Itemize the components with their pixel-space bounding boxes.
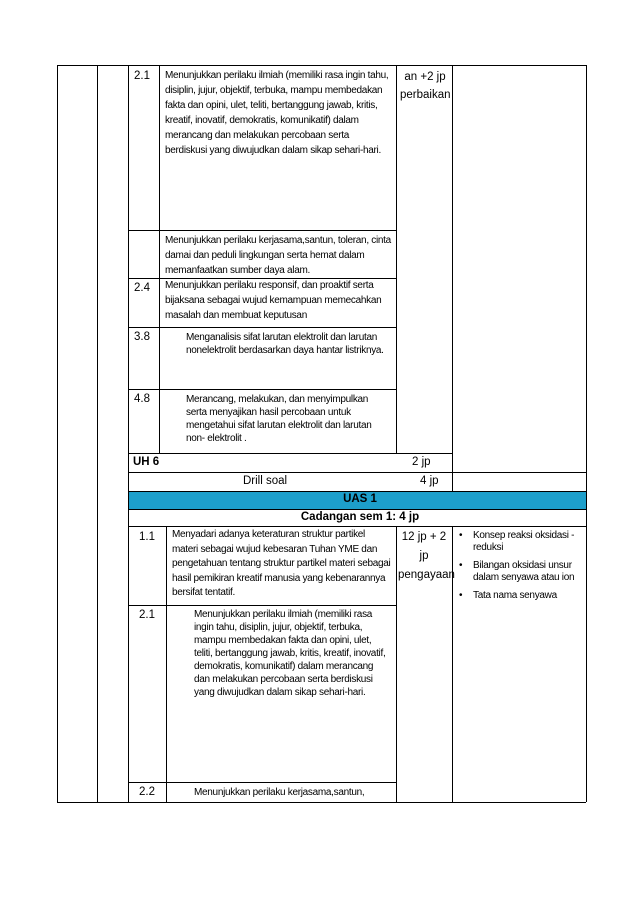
row-divider: [128, 509, 586, 510]
uas-label: UAS 1: [343, 493, 377, 505]
materi-text: Tata nama senyawa: [473, 590, 557, 601]
drill-time: 4 jp: [420, 475, 439, 487]
row-divider: [128, 605, 396, 606]
row-divider: [128, 327, 396, 328]
bullet-icon: •: [459, 530, 463, 541]
row-divider: [128, 453, 452, 454]
materi-list: [457, 530, 584, 608]
table-col-divider: [166, 526, 167, 802]
table-border-right: [586, 65, 587, 802]
kd-description: Menunjukkan perilaku responsif, dan proaktif serta bijaksana sebagai wujud kemampuan memecahkan masalah dan membuat keputusan: [165, 280, 382, 321]
materi-text: Bilangan oksidasi unsur dalam senyawa atau ion: [473, 560, 575, 583]
row-divider: [128, 389, 396, 390]
kd-code: 1.1: [139, 531, 155, 543]
table-border-left: [57, 65, 58, 802]
list-item: [457, 530, 584, 554]
table-col-divider: [396, 65, 397, 453]
time-allocation: 12 jp + 2 jp pengayaan: [398, 531, 455, 581]
bullet-icon: •: [459, 560, 463, 571]
list-item: [457, 560, 584, 584]
table-col-divider: [128, 65, 129, 802]
table-col-divider: [452, 526, 453, 802]
kd-description: Menunjukkan perilaku ilmiah (memiliki rasa ingin tahu, disiplin, jujur, objektif, terbuka, mampu membedakan fakta dan opini, ulet, teliti, bertanggung jawab, kritis, kreatif, inovatif, demokratis, komunikatif) dalam merancang dan melakukan percobaan serta berdiskusi yang diwujudkan dalam sikap sehari-hari.: [165, 70, 389, 156]
kd-description: Menunjukkan perilaku kerjasama,santun, toleran, cinta damai dan peduli lingkungan serta hemat dalam memanfaatkan sumber daya alam.: [165, 235, 391, 276]
kd-description: Menunjukkan perilaku kerjasama,santun,: [194, 787, 365, 798]
table-border-bottom: [57, 802, 586, 803]
table-col-divider: [452, 65, 453, 491]
cadangan-label: Cadangan sem 1: 4 jp: [300, 511, 420, 523]
table-border-top: [57, 65, 586, 66]
kd-code: 2.1: [134, 70, 150, 82]
drill-label: Drill soal: [242, 475, 288, 487]
table-col-divider: [396, 526, 397, 802]
list-item: [457, 590, 584, 602]
kd-description: Menganalisis sifat larutan elektrolit dan larutan nonelektrolit berdasarkan daya hantar listriknya.: [186, 332, 384, 356]
kd-code: 2.4: [134, 282, 150, 294]
row-divider: [128, 472, 586, 473]
uh-label: UH 6: [133, 456, 160, 468]
table-col-divider: [159, 65, 160, 453]
kd-description: Merancang, melakukan, dan menyimpulkan serta menyajikan hasil percobaan untuk mengetahui sifat larutan elektrolit dan larutan non- elektrolit .: [186, 394, 372, 444]
bullet-icon: •: [459, 590, 463, 601]
uh-time: 2 jp: [412, 456, 431, 468]
kd-code: 2.1: [139, 609, 155, 621]
table-col-divider: [97, 65, 98, 802]
row-divider: [128, 526, 586, 527]
time-allocation: an +2 jp perbaikan: [400, 71, 451, 101]
kd-code: 4.8: [134, 393, 150, 405]
row-divider: [128, 230, 396, 231]
row-divider: [128, 491, 586, 492]
kd-description: Menyadari adanya keteraturan struktur partikel materi sebagai wujud kebesaran Tuhan YME dan pengetahuan tentang struktur partikel materi sebagai hasil pemikiran kreatif manusia yang kebenarannya bersifat tentatif.: [172, 529, 391, 598]
row-divider: [128, 782, 396, 783]
kd-description: Menunjukkan perilaku ilmiah (memiliki rasa ingin tahu, disiplin, jujur, objektif, terbuka, mampu membedakan fakta dan opini, ulet, teliti, bertanggung jawab, kritis, kreatif, inovatif, demokratis, komunikatif) dalam merancang dan melakukan percobaan serta berdiskusi yang diwujudkan dalam sikap sehari-hari.: [194, 609, 386, 698]
materi-text: Konsep reaksi oksidasi - reduksi: [473, 530, 575, 553]
kd-code: 2.2: [139, 786, 155, 798]
kd-code: 3.8: [134, 331, 150, 343]
